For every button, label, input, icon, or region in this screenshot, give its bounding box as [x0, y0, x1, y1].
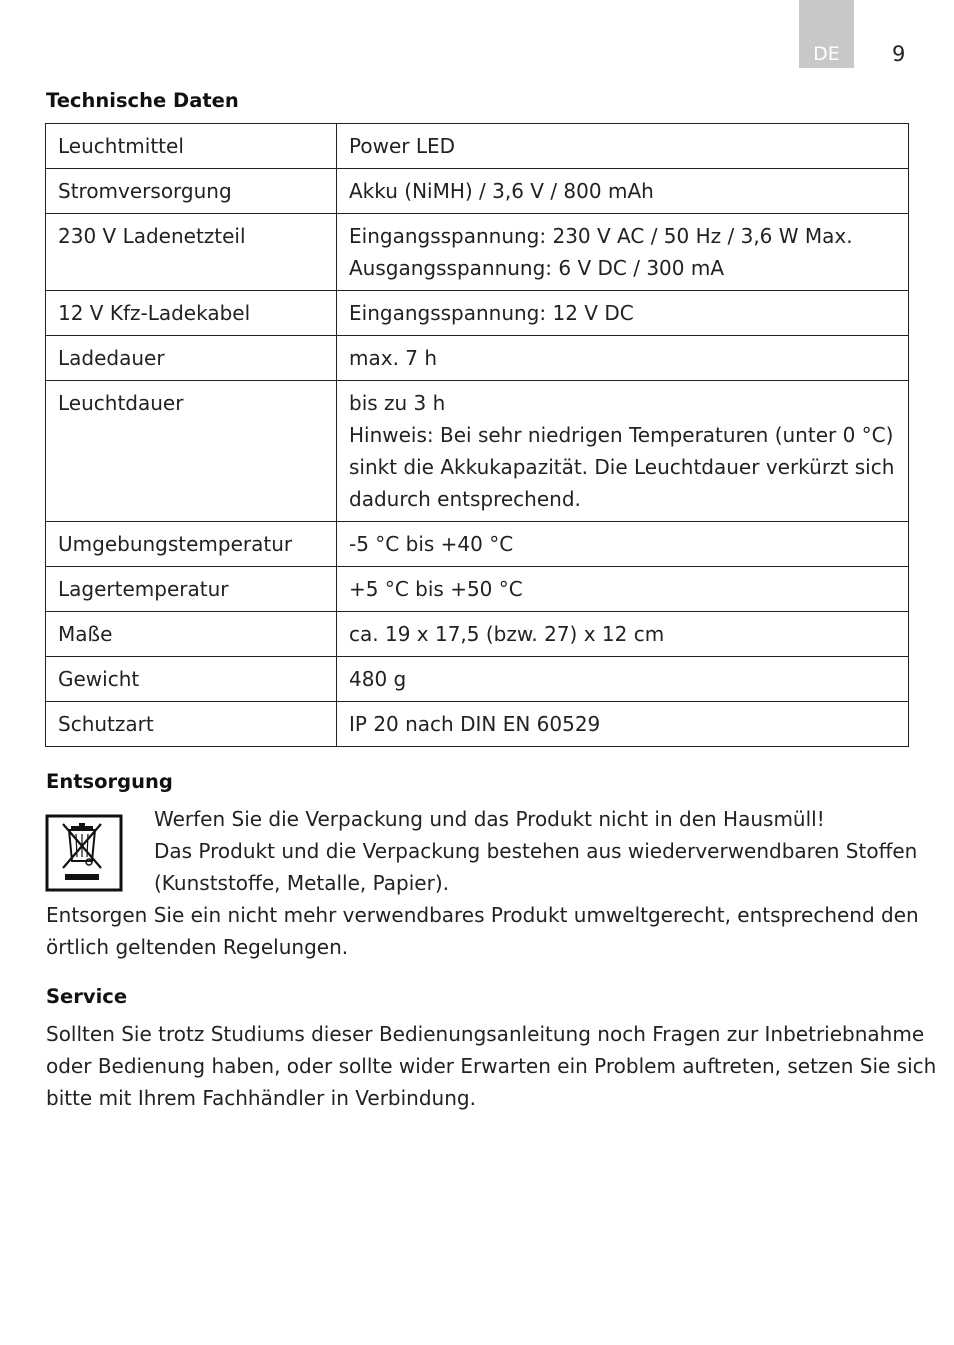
table-row — [46, 522, 909, 567]
spec-value-cell — [337, 522, 909, 567]
spec-value-cell — [337, 567, 909, 612]
table-row — [46, 214, 909, 291]
spec-value-line: -5 °C bis +40 °C — [349, 532, 514, 556]
spec-value-line: bis zu 3 h — [349, 391, 446, 415]
table-row — [46, 291, 909, 336]
crossed-out-wheelie-bin-icon — [45, 814, 123, 892]
page-number: 9 — [892, 42, 906, 66]
spec-label-cell: Stromversorgung — [46, 169, 337, 214]
spec-value-line: Power LED — [349, 134, 456, 158]
spec-value-cell — [337, 169, 909, 214]
spec-value-line: ca. 19 x 17,5 (bzw. 27) x 12 cm — [349, 622, 665, 646]
table-row — [46, 124, 909, 169]
disposal-heading: Entsorgung — [46, 770, 173, 793]
text-line: Sollten Sie trotz Studiums dieser Bedienungsanleitung noch Fragen zur Inbetriebnahme — [46, 1022, 925, 1046]
spec-value-cell — [337, 657, 909, 702]
spec-label-cell: Leuchtmittel — [46, 124, 337, 169]
service-heading: Service — [46, 985, 128, 1008]
spec-value-line: max. 7 h — [349, 346, 438, 370]
spec-label-cell: Leuchtdauer — [46, 381, 337, 522]
table-row — [46, 381, 909, 522]
text-line: Werfen Sie die Verpackung und das Produkt nicht in den Hausmüll! — [154, 807, 825, 831]
spec-label-cell: Ladedauer — [46, 336, 337, 381]
spec-value-line: IP 20 nach DIN EN 60529 — [349, 712, 601, 736]
table-row — [46, 336, 909, 381]
table-row — [46, 169, 909, 214]
spec-label-cell: Schutzart — [46, 702, 337, 747]
spec-label-cell: 12 V Kfz-Ladekabel — [46, 291, 337, 336]
spec-label-cell: Maße — [46, 612, 337, 657]
text-line: oder Bedienung haben, oder sollte wider Erwarten ein Problem auftreten, setzen Sie sich — [46, 1054, 937, 1078]
spec-value-cell — [337, 702, 909, 747]
spec-value-line: Akku (NiMH) / 3,6 V / 800 mAh — [349, 179, 654, 203]
spec-value-cell — [337, 381, 909, 522]
spec-value-line: Eingangsspannung: 230 V AC / 50 Hz / 3,6 W Max. — [349, 224, 853, 248]
spec-value-line: Eingangsspannung: 12 V DC — [349, 301, 634, 325]
spec-label-cell: Gewicht — [46, 657, 337, 702]
spec-label-cell: 230 V Ladenetzteil — [46, 214, 337, 291]
text-line: (Kunststoffe, Metalle, Papier). — [154, 871, 449, 895]
spec-value-cell — [337, 124, 909, 169]
text-line: Das Produkt und die Verpackung bestehen aus wiederverwendbaren Stoffen — [154, 839, 918, 863]
tech-data-heading: Technische Daten — [46, 89, 239, 112]
language-tab — [799, 0, 854, 68]
table-row — [46, 657, 909, 702]
spec-value-cell — [337, 214, 909, 291]
disposal-paragraph — [46, 899, 919, 963]
spec-value-cell — [337, 336, 909, 381]
table-row — [46, 612, 909, 657]
text-line: örtlich geltenden Regelungen. — [46, 935, 349, 959]
text-line: bitte mit Ihrem Fachhändler in Verbindung. — [46, 1086, 476, 1110]
table-row — [46, 702, 909, 747]
language-label: DE — [813, 43, 840, 65]
table-row — [46, 567, 909, 612]
spec-value-line: dadurch entsprechend. — [349, 487, 581, 511]
spec-value-line: Ausgangsspannung: 6 V DC / 300 mA — [349, 256, 725, 280]
spec-value-line: +5 °C bis +50 °C — [349, 577, 523, 601]
spec-value-line: 480 g — [349, 667, 407, 691]
text-line: Entsorgen Sie ein nicht mehr verwendbares Produkt umweltgerecht, entsprechend den — [46, 903, 919, 927]
spec-value-cell — [337, 291, 909, 336]
spec-label-cell: Lagertemperatur — [46, 567, 337, 612]
spec-table — [45, 123, 909, 747]
spec-label-cell: Umgebungstemperatur — [46, 522, 337, 567]
service-paragraph — [46, 1018, 936, 1114]
spec-value-line: Hinweis: Bei sehr niedrigen Temperaturen (unter 0 °C) — [349, 423, 894, 447]
spec-value-cell — [337, 612, 909, 657]
disposal-icon-text — [154, 803, 917, 899]
spec-value-line: sinkt die Akkukapazität. Die Leuchtdauer verkürzt sich — [349, 455, 895, 479]
